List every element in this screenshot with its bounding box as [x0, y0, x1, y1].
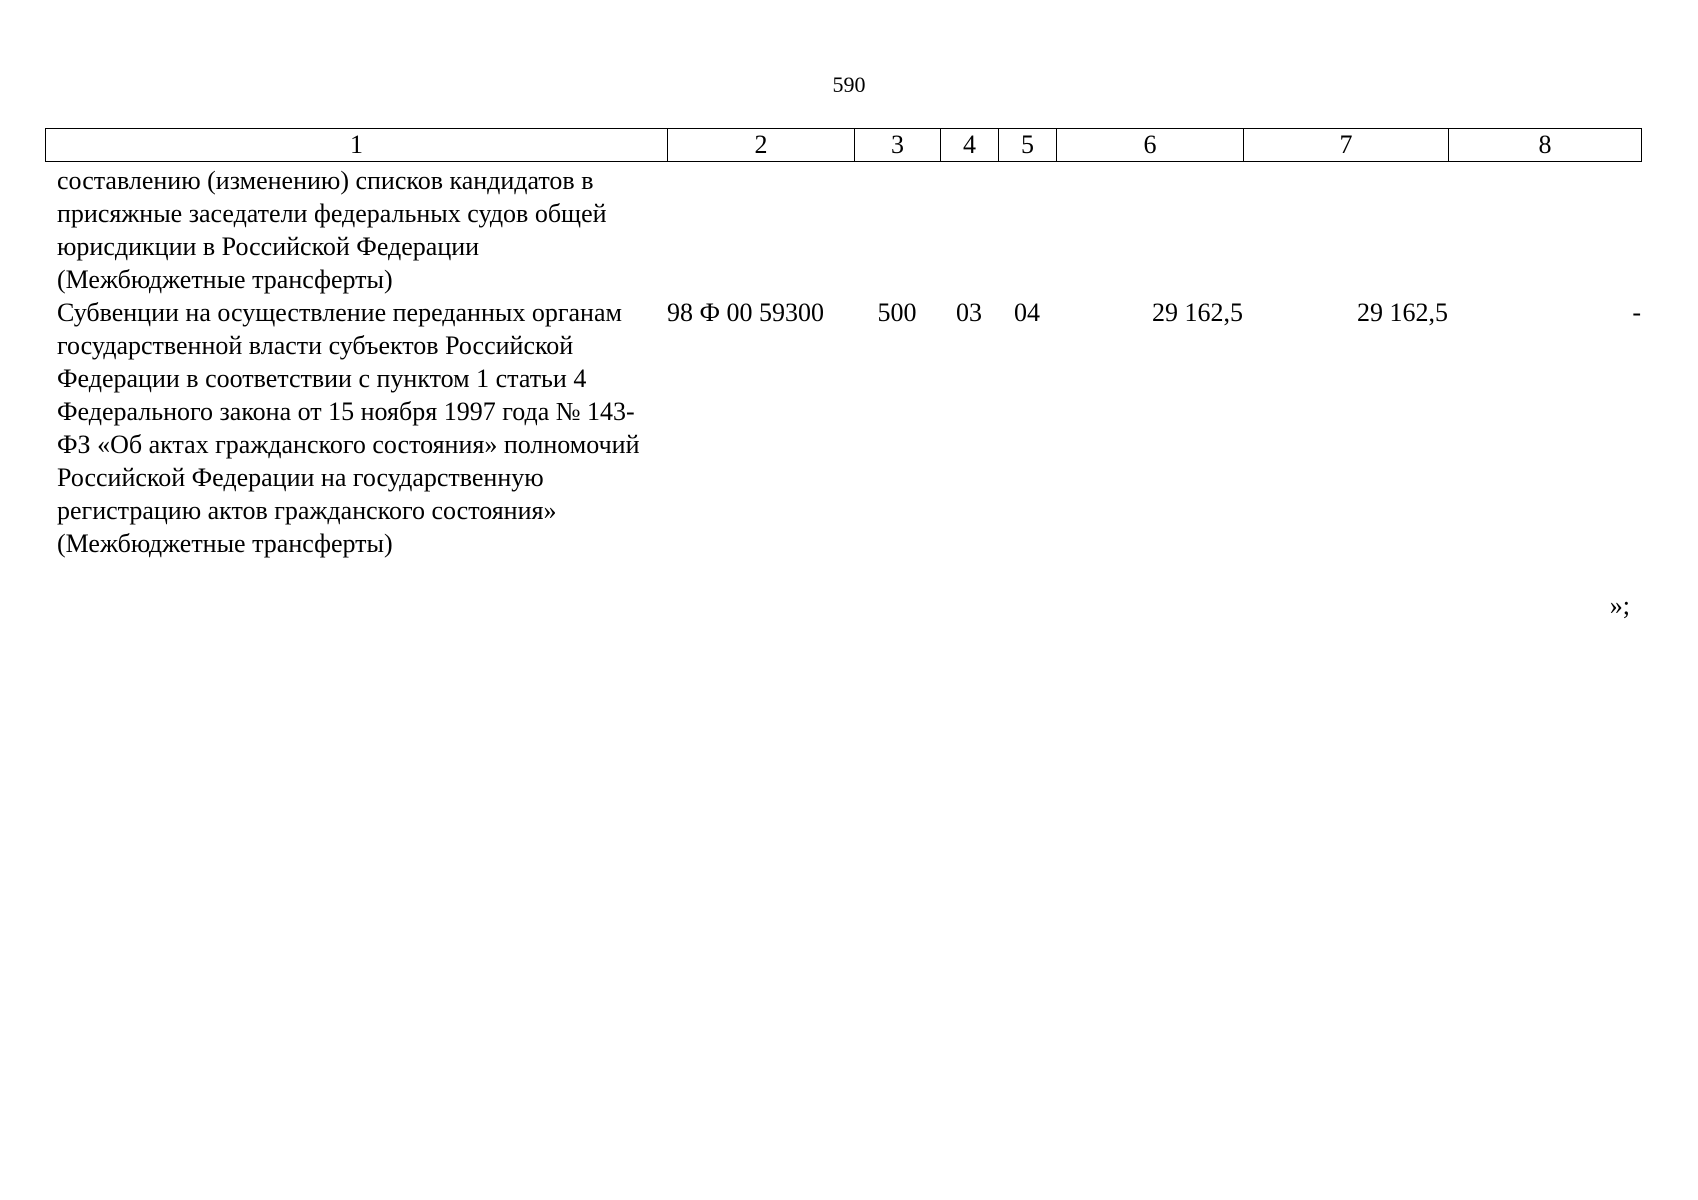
row-col-7: 29 162,5: [1357, 298, 1448, 327]
header-col-2: 2: [668, 129, 855, 162]
header-col-7: 7: [1244, 129, 1449, 162]
header-col-3: 3: [855, 129, 941, 162]
row-col-8: -: [1632, 298, 1641, 327]
row-col-3: [854, 164, 940, 296]
header-col-8: 8: [1449, 129, 1642, 162]
row-col-5: [998, 164, 1056, 296]
row-col-7: [1243, 164, 1448, 296]
table-header: [45, 128, 1642, 162]
row-col-3: 500: [877, 298, 917, 327]
row-col-4: [940, 164, 998, 296]
closing-quote-mark: »;: [1609, 591, 1630, 620]
header-row: [46, 129, 1642, 162]
header-col-6: 6: [1057, 129, 1244, 162]
row-target-code: 98 Ф 00 59300: [667, 298, 825, 327]
row-description: Субвенции на осуществление переданных органам государственной власти субъектов Российской Федерации в соответствии с пунктом 1 статьи 4 Федерального закона от 15 ноября 1997 года № 143-ФЗ «Об актах гражданского состояния» полномочий Российской Федерации на государственную регистрацию актов гражданского состояния» (Межбюджетные трансферты): [57, 298, 640, 558]
row-description: составлению (изменению) списков кандидатов в присяжные заседатели федеральных судов общей юрисдикции в Российской Федерации (Межбюджетные трансферты): [57, 166, 607, 294]
page-number: 590: [832, 72, 866, 97]
table-row: [45, 164, 1641, 296]
row-col-5: 04: [1014, 298, 1040, 327]
table-row: [45, 296, 1641, 560]
table-body: [45, 164, 1641, 560]
row-col-4: 03: [956, 298, 982, 327]
row-col-6: [1056, 164, 1243, 296]
header-col-5: 5: [999, 129, 1057, 162]
row-col-6: 29 162,5: [1152, 298, 1243, 327]
row-col-8: [1448, 164, 1641, 296]
header-col-1: 1: [46, 129, 668, 162]
header-col-4: 4: [941, 129, 999, 162]
row-target-code: [667, 164, 854, 296]
